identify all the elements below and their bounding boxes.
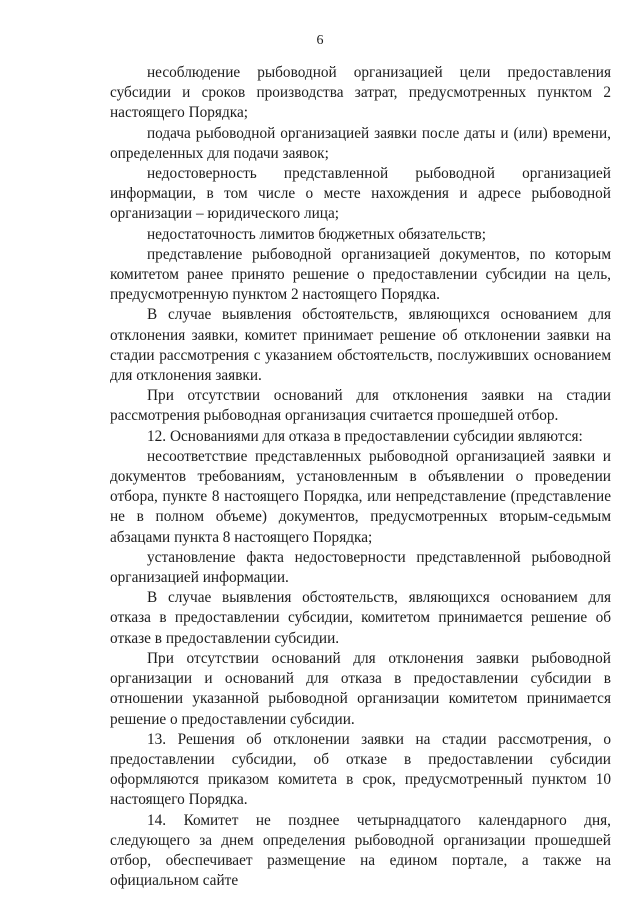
paragraph: несоответствие представленных рыбоводной организацией заявки и документов требованиям, установленным в объявлении о проведении отбора, пункте 8 настоящего Порядка, или непредставление (представление не в полном объеме) документов, предусмотренных вторым-седьмым абзацами пункта 8 настоящего Порядка; (110, 447, 611, 546)
paragraph: 12. Основаниями для отказа в предоставлении субсидии являются: (147, 427, 583, 445)
paragraph: В случае выявления обстоятельств, являющихся основанием для отклонения заявки, комитет принимает решение об отклонении заявки на стадии рассмотрения с указанием обстоятельств, послуживших основанием для отклонения заявки. (110, 306, 611, 385)
paragraph: В случае выявления обстоятельств, являющихся основанием для отказа в предоставлении субсидии, комитетом принимается решение об отказе в предоставлении субсидии. (110, 589, 611, 647)
page-number: 6 (316, 33, 324, 48)
paragraph: несоблюдение рыбоводной организацией цели предоставления субсидии и сроков производства затрат, предусмотренных пунктом 2 настоящего Порядка; (110, 64, 611, 122)
paragraph: представление рыбоводной организацией документов, по которым комитетом ранее принято решение о предоставлении субсидии на цель, предусмотренную пунктом 2 настоящего Порядка. (110, 245, 611, 304)
paragraph: недостаточность лимитов бюджетных обязательств; (147, 225, 486, 243)
paragraph: При отсутствии оснований для отклонения заявки на стадии рассмотрения рыбоводная организация считается прошедшей отбор. (110, 387, 611, 425)
paragraph: 14. Комитет не позднее четырнадцатого календарного дня, следующего за днем определения рыбоводной организации прошедшей отбор, обеспечивает размещение на едином портале, а также на официальном сайте (110, 811, 611, 890)
paragraph: установление факта недостоверности представленной рыбоводной организацией информации. (110, 548, 611, 587)
document-body (110, 63, 611, 891)
paragraph: подача рыбоводной организацией заявки после даты и (или) времени, определенных для подачи заявок; (110, 124, 611, 162)
paragraph: 13. Решения об отклонении заявки на стадии рассмотрения, о предоставлении субсидии, об отказе в предоставлении субсидии оформляются приказом комитета в срок, предусмотренный пунктом 10 настоящего Порядка. (110, 730, 611, 809)
paragraph: При отсутствии оснований для отклонения заявки рыбоводной организации и оснований для отказа в предоставлении субсидии в отношении указанной рыбоводной организации комитетом принимается решение о предоставлении субсидии. (110, 649, 611, 728)
paragraph: недостоверность представленной рыбоводной организацией информации, в том числе о месте нахождения и адресе рыбоводной организации – юридического лица; (110, 165, 611, 223)
